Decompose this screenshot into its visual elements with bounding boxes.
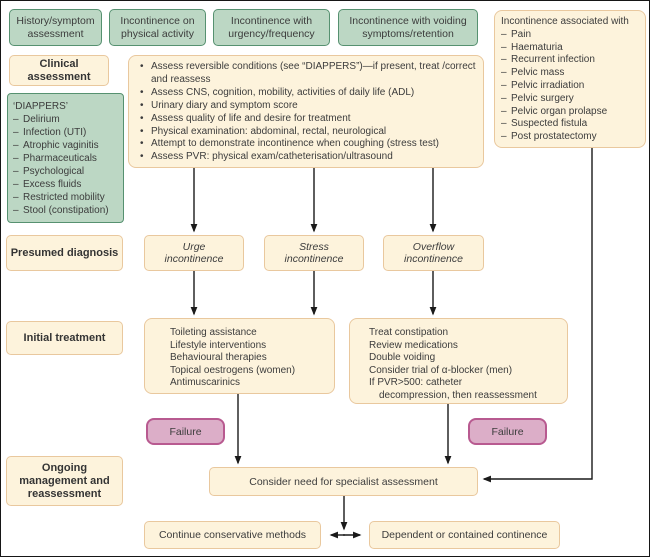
- top-box-physical-activity: [109, 9, 206, 46]
- top-box-urgency-frequency-label: Incontinence with urgency/frequency: [228, 15, 315, 40]
- list-item: – Delirium: [13, 113, 118, 126]
- list-item: – Pelvic mass: [501, 67, 639, 80]
- diagnosis-box-urge: [144, 235, 244, 271]
- list-item: decompression, then reassessment: [379, 389, 537, 401]
- list-item: Topical oestrogens (women): [170, 364, 296, 376]
- list-item: Treat constipation: [369, 327, 449, 338]
- stage-label-ongoing-management: [6, 456, 123, 506]
- treatment-box-conservative: [144, 318, 335, 394]
- stage-label-presumed-diagnosis-text: Presumed diagnosis: [10, 246, 119, 259]
- list-item: • Attempt to demonstrate incontinence when coughing (stress test): [139, 138, 477, 151]
- list-item: – Pharmaceuticals: [13, 152, 118, 165]
- associated-conditions-title: Incontinence associated with: [501, 16, 629, 27]
- list-item: • Assess CNS, cognition, mobility, activities of daily life (ADL): [139, 87, 477, 100]
- failure-box-left: [146, 418, 225, 445]
- diagnosis-box-overflow: [383, 235, 484, 271]
- list-item: – Post prostatectomy: [501, 131, 639, 144]
- list-item: – Suspected fistula: [501, 118, 639, 131]
- list-item: Double voiding: [369, 352, 436, 364]
- list-item: – Pain: [501, 29, 639, 42]
- list-item: Antimuscarinics: [170, 377, 241, 389]
- top-box-history-label: History/symptom assessment: [16, 15, 95, 40]
- top-box-voiding-retention: [338, 9, 478, 46]
- outcome-box-contained: [369, 521, 560, 549]
- list-item: Behavioural therapies: [170, 352, 267, 364]
- outcome-box-conservative-label: Continue conservative methods: [158, 529, 307, 541]
- top-box-history: [9, 9, 102, 46]
- diagnosis-box-stress: [264, 235, 364, 271]
- stage-label-initial-treatment-text: Initial treatment: [23, 331, 106, 344]
- stage-label-presumed-diagnosis: [6, 235, 123, 271]
- outcome-box-contained-label: Dependent or contained continence: [381, 529, 548, 541]
- list-item: – Haematuria: [501, 42, 639, 55]
- list-item: Consider trial of α-blocker (men): [369, 364, 513, 376]
- list-item: – Excess fluids: [13, 178, 118, 191]
- outcome-box-conservative: [144, 521, 321, 549]
- list-item: If PVR>500: catheter: [369, 377, 463, 389]
- list-item: Review medications: [369, 339, 458, 351]
- treatment-box-overflow: [349, 318, 568, 404]
- associated-conditions-list: [501, 29, 639, 144]
- list-item: – Psychological: [13, 165, 118, 178]
- assessment-steps-list: [139, 61, 477, 164]
- list-item: Lifestyle interventions: [170, 339, 267, 351]
- stage-label-clinical-assessment-text: Clinical assessment: [27, 57, 91, 83]
- list-item: – Stool (constipation): [13, 204, 118, 217]
- list-item: – Atrophic vaginitis: [13, 139, 118, 152]
- specialist-assessment-box: [209, 467, 478, 496]
- diagnosis-box-urge-label: Urge incontinence: [164, 240, 224, 265]
- treatment-overflow-list: [369, 327, 561, 403]
- diagnosis-box-overflow-label: Overflow incontinence: [404, 240, 463, 265]
- associated-conditions-box: [494, 10, 646, 148]
- diappers-list: [13, 113, 118, 217]
- assessment-steps-box: [128, 55, 484, 168]
- diappers-title: ‘DIAPPERS’: [13, 101, 69, 112]
- failure-box-right: [468, 418, 547, 445]
- list-item: • Assess PVR: physical exam/catheterisation/ultrasound: [139, 151, 477, 164]
- stage-label-ongoing-management-text: Ongoing management and reassessment: [19, 461, 110, 500]
- list-item: • Physical examination: abdominal, rectal, neurological: [139, 126, 477, 139]
- treatment-conservative-list: [170, 327, 328, 390]
- top-box-voiding-retention-label: Incontinence with voiding symptoms/retention: [349, 15, 467, 40]
- failure-box-left-label: Failure: [169, 425, 202, 438]
- stage-label-initial-treatment: [6, 321, 123, 355]
- list-item: • Urinary diary and symptom score: [139, 100, 477, 113]
- top-box-urgency-frequency: [213, 9, 330, 46]
- list-item: – Pelvic surgery: [501, 93, 639, 106]
- list-item: • Assess reversible conditions (see “DIAPPERS”)—if present, treat /correct and reassess: [139, 61, 477, 87]
- failure-box-right-label: Failure: [491, 425, 524, 438]
- list-item: – Recurrent infection: [501, 54, 639, 67]
- list-item: – Pelvic organ prolapse: [501, 106, 639, 119]
- list-item: – Pelvic irradiation: [501, 80, 639, 93]
- diappers-box: [7, 93, 124, 223]
- diagnosis-box-stress-label: Stress incontinence: [284, 240, 344, 265]
- list-item: – Restricted mobility: [13, 191, 118, 204]
- top-box-physical-activity-label: Incontinence on physical activity: [120, 15, 195, 40]
- specialist-assessment-label: Consider need for specialist assessment: [249, 475, 438, 488]
- stage-label-clinical-assessment: [9, 55, 109, 86]
- list-item: • Assess quality of life and desire for treatment: [139, 113, 477, 126]
- list-item: – Infection (UTI): [13, 126, 118, 139]
- list-item: Toileting assistance: [170, 327, 257, 338]
